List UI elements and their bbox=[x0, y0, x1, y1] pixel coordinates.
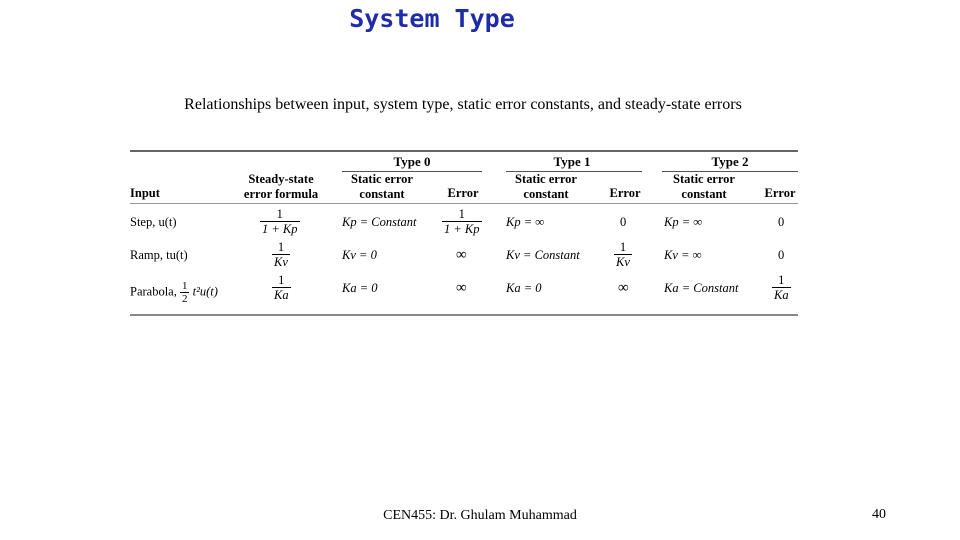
header-t0-constant-line2: constant bbox=[359, 187, 405, 201]
row-ramp-formula-den: Kv bbox=[274, 255, 288, 269]
header-t0-constant-line1: Static error bbox=[351, 172, 413, 186]
header-formula bbox=[240, 172, 322, 202]
group-type-0: Type 0 bbox=[393, 154, 431, 169]
row-ramp-formula-num: 1 bbox=[272, 240, 290, 255]
header-t1-constant-line1: Static error bbox=[515, 172, 577, 186]
row-parabola-t1-constant: Ka = 0 bbox=[506, 281, 542, 295]
row-parabola-formula-den: Ka bbox=[274, 288, 289, 302]
row-step-t1-constant: Kp = ∞ bbox=[506, 215, 545, 229]
header-formula-line2: error formula bbox=[243, 187, 319, 201]
row-ramp-t0-constant: Kv = 0 bbox=[342, 248, 377, 262]
header-t2-error: Error bbox=[764, 186, 796, 200]
row-parabola-t0-constant: Ka = 0 bbox=[342, 281, 378, 295]
row-parabola-input-label: Parabola, bbox=[130, 284, 177, 299]
group-type-1: Type 1 bbox=[553, 154, 591, 169]
slide-title: System Type bbox=[349, 4, 515, 33]
row-step-t2-error: 0 bbox=[778, 215, 785, 229]
header-t2-constant-line1: Static error bbox=[673, 172, 735, 186]
row-step-input: Step, u(t) bbox=[130, 215, 177, 229]
page-number: 40 bbox=[872, 507, 886, 522]
header-input: Input bbox=[130, 186, 160, 200]
table-bottom-rule bbox=[130, 314, 798, 316]
row-step-formula-den: 1 + Kp bbox=[262, 222, 298, 236]
row-parabola-t2-error-den: Ka bbox=[774, 288, 789, 302]
slide-footer: CEN455: Dr. Ghulam Muhammad bbox=[383, 508, 577, 523]
row-parabola-formula bbox=[272, 273, 291, 302]
row-parabola-t2-constant: Ka = Constant bbox=[664, 281, 739, 295]
row-step-t0-error-den: 1 + Kp bbox=[444, 222, 480, 236]
row-step-formula-num: 1 bbox=[260, 207, 300, 222]
row-step-formula bbox=[260, 207, 300, 236]
header-t2-constant bbox=[666, 172, 742, 202]
header-t0-error: Error bbox=[447, 186, 479, 200]
row-ramp-t2-error: 0 bbox=[778, 248, 785, 262]
header-t2-constant-line2: constant bbox=[681, 187, 727, 201]
row-step-t0-constant: Kp = Constant bbox=[342, 215, 417, 229]
row-ramp-t1-error bbox=[614, 240, 632, 269]
table-caption: Relationships between input, system type, static error constants, and steady-state errors bbox=[184, 96, 742, 113]
row-step-t0-error-num: 1 bbox=[442, 207, 482, 222]
header-t1-error: Error bbox=[609, 186, 641, 200]
row-ramp-t1-error-num: 1 bbox=[614, 240, 632, 255]
row-parabola-t1-error: ∞ bbox=[618, 280, 629, 296]
header-rule bbox=[130, 203, 798, 204]
row-parabola-formula-num: 1 bbox=[272, 273, 291, 288]
row-ramp-formula bbox=[272, 240, 290, 269]
row-ramp-input: Ramp, tu(t) bbox=[130, 248, 188, 262]
row-parabola-input-frac-num: 1 bbox=[181, 280, 188, 292]
group-type-2: Type 2 bbox=[711, 154, 749, 169]
row-parabola-input-frac bbox=[180, 280, 190, 305]
row-parabola-input bbox=[130, 280, 218, 305]
row-parabola-input-tail: t²u(t) bbox=[192, 284, 218, 299]
row-parabola-t2-error bbox=[772, 273, 791, 302]
header-t0-constant bbox=[344, 172, 420, 202]
header-t1-constant-line2: constant bbox=[523, 187, 569, 201]
row-ramp-t0-error: ∞ bbox=[456, 247, 467, 263]
row-step-t2-constant: Kp = ∞ bbox=[664, 215, 703, 229]
row-step-t0-error bbox=[442, 207, 482, 236]
row-ramp-t1-error-den: Kv bbox=[616, 255, 630, 269]
row-parabola-input-frac-den: 2 bbox=[181, 293, 188, 305]
row-ramp-t2-constant: Kv = ∞ bbox=[664, 248, 702, 262]
row-parabola-t2-error-num: 1 bbox=[772, 273, 791, 288]
table-top-rule bbox=[130, 150, 798, 152]
header-t1-constant bbox=[508, 172, 584, 202]
header-formula-line1: Steady-state bbox=[248, 172, 314, 186]
row-parabola-t0-error: ∞ bbox=[456, 280, 467, 296]
error-constants-table bbox=[130, 146, 798, 318]
row-step-t1-error: 0 bbox=[620, 215, 627, 229]
row-ramp-t1-constant: Kv = Constant bbox=[506, 248, 580, 262]
